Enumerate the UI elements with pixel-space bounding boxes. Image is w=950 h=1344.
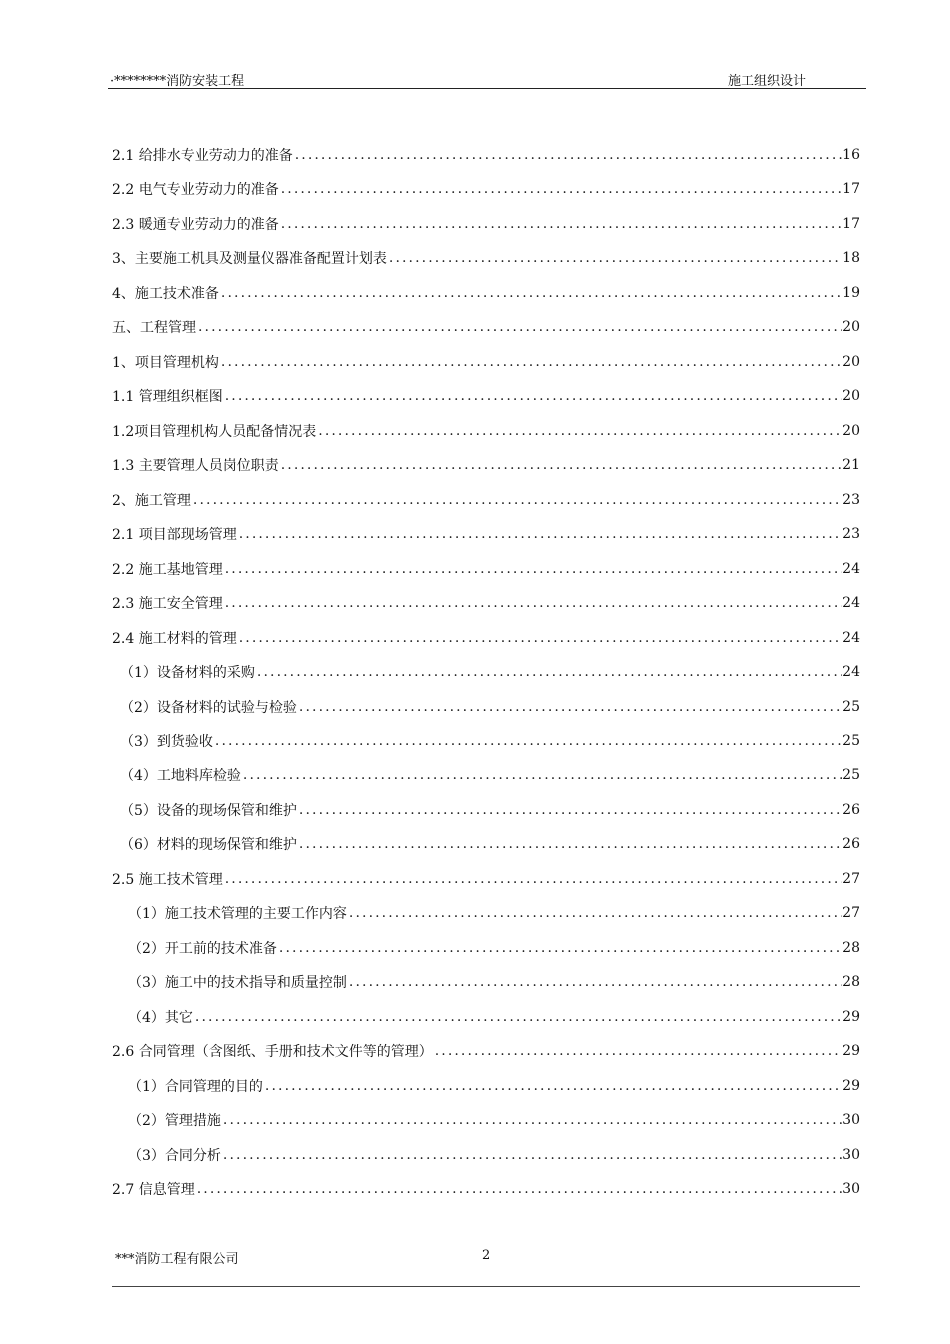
- toc-entry-page-number: 29: [842, 1008, 860, 1025]
- toc-entry-title: 2.6 合同管理（含图纸、手册和技术文件等的管理）: [112, 1044, 433, 1061]
- toc-dot-leader: [213, 733, 842, 749]
- toc-dot-leader: [279, 216, 842, 232]
- toc-entry[interactable]: [112, 241, 860, 275]
- toc-entry-title: 4、施工技术准备: [112, 285, 219, 302]
- toc-dot-leader: [196, 319, 842, 335]
- toc-entry-title: 2.1 项目部现场管理: [112, 527, 237, 544]
- toc-entry[interactable]: [128, 896, 860, 930]
- toc-dot-leader: [193, 1009, 842, 1025]
- toc-entry-page-number: 18: [842, 250, 860, 267]
- toc-entry-page-number: 30: [842, 1112, 860, 1129]
- toc-entry[interactable]: [112, 207, 860, 241]
- toc-entry[interactable]: [112, 172, 860, 206]
- toc-entry-page-number: 24: [842, 560, 860, 577]
- toc-entry-page-number: 17: [842, 181, 860, 198]
- toc-entry-page-number: 29: [842, 1043, 860, 1060]
- toc-dot-leader: [347, 905, 842, 921]
- toc-entry[interactable]: [112, 1172, 860, 1206]
- toc-dot-leader: [433, 1043, 842, 1059]
- footer-company-name: ***消防工程有限公司: [115, 1252, 239, 1267]
- toc-dot-leader: [223, 388, 842, 404]
- toc-entry[interactable]: [112, 586, 860, 620]
- toc-entry[interactable]: [112, 448, 860, 482]
- toc-entry[interactable]: [128, 931, 860, 965]
- toc-dot-leader: [237, 630, 842, 646]
- toc-entry-page-number: 24: [842, 595, 860, 612]
- toc-entry[interactable]: [112, 310, 860, 344]
- toc-entry-title: （2）管理措施: [128, 1113, 221, 1130]
- toc-dot-leader: [347, 974, 842, 990]
- toc-dot-leader: [263, 1078, 842, 1094]
- toc-entry-title: 2.3 施工安全管理: [112, 596, 223, 613]
- toc-entry[interactable]: [112, 276, 860, 310]
- toc-entry-page-number: 27: [842, 905, 860, 922]
- toc-entry-title: （1）设备材料的采购: [120, 665, 255, 682]
- toc-entry-title: （3）合同分析: [128, 1147, 221, 1164]
- toc-dot-leader: [277, 940, 842, 956]
- toc-entry-page-number: 30: [842, 1146, 860, 1163]
- toc-dot-leader: [279, 457, 842, 473]
- toc-entry-page-number: 25: [842, 698, 860, 715]
- toc-entry-page-number: 20: [842, 319, 860, 336]
- toc-entry-title: （4）工地料库检验: [120, 768, 241, 785]
- toc-dot-leader: [297, 836, 842, 852]
- toc-entry[interactable]: [120, 724, 860, 758]
- toc-entry-page-number: 23: [842, 491, 860, 508]
- toc-entry-title: （5）设备的现场保管和维护: [120, 802, 297, 819]
- toc-dot-leader: [221, 1147, 842, 1163]
- toc-entry[interactable]: [128, 1000, 860, 1034]
- toc-dot-leader: [223, 595, 842, 611]
- header-divider: [108, 88, 866, 89]
- toc-entry-title: （3）到货验收: [120, 733, 213, 750]
- toc-dot-leader: [297, 802, 842, 818]
- toc-entry-page-number: 29: [842, 1077, 860, 1094]
- toc-dot-leader: [255, 664, 842, 680]
- toc-entry-title: 2.4 施工材料的管理: [112, 630, 237, 647]
- toc-dot-leader: [387, 250, 842, 266]
- toc-entry-title: 1.1 管理组织框图: [112, 389, 223, 406]
- toc-entry[interactable]: [128, 1103, 860, 1137]
- toc-entry-page-number: 25: [842, 732, 860, 749]
- toc-entry-page-number: 19: [842, 284, 860, 301]
- toc-entry-page-number: 17: [842, 215, 860, 232]
- toc-entry-title: 五、工程管理: [112, 320, 196, 337]
- toc-entry[interactable]: [112, 517, 860, 551]
- toc-entry-page-number: 27: [842, 870, 860, 887]
- toc-entry-title: 1.3 主要管理人员岗位职责: [112, 458, 279, 475]
- toc-entry[interactable]: [112, 414, 860, 448]
- toc-entry-page-number: 16: [842, 147, 860, 163]
- toc-entry-page-number: 26: [842, 836, 860, 853]
- toc-entry-title: 2.3 暖通专业劳动力的准备: [112, 216, 279, 233]
- toc-entry[interactable]: [128, 1138, 860, 1172]
- toc-dot-leader: [297, 699, 842, 715]
- toc-entry-page-number: 25: [842, 767, 860, 784]
- toc-entry-page-number: 23: [842, 526, 860, 543]
- toc-entry-title: 2.1 给排水专业劳动力的准备: [112, 148, 293, 164]
- toc-dot-leader: [219, 285, 842, 301]
- toc-entry[interactable]: [112, 483, 860, 517]
- toc-entry-page-number: 21: [842, 457, 860, 474]
- toc-entry-title: （1）施工技术管理的主要工作内容: [128, 906, 347, 923]
- toc-entry-title: （6）材料的现场保管和维护: [120, 837, 297, 854]
- toc-entry-title: 2、施工管理: [112, 492, 191, 509]
- toc-entry-title: 2.7 信息管理: [112, 1182, 195, 1199]
- toc-dot-leader: [195, 1181, 842, 1197]
- toc-entry-page-number: 28: [842, 974, 860, 991]
- toc-entry-page-number: 24: [842, 664, 860, 681]
- toc-entry-page-number: 26: [842, 801, 860, 818]
- toc-dot-leader: [219, 354, 842, 370]
- toc-dot-leader: [223, 561, 842, 577]
- toc-dot-leader: [191, 492, 842, 508]
- toc-entry[interactable]: [112, 862, 860, 896]
- toc-entry[interactable]: [120, 655, 860, 689]
- toc-dot-leader: [237, 526, 842, 542]
- toc-dot-leader: [293, 147, 842, 163]
- toc-entry-page-number: 30: [842, 1181, 860, 1198]
- header-document-title: 施工组织设计: [728, 74, 807, 89]
- toc-entry-title: （2）设备材料的试验与检验: [120, 699, 297, 716]
- toc-entry[interactable]: [112, 379, 860, 413]
- toc-dot-leader: [221, 1112, 842, 1128]
- toc-entry[interactable]: [112, 345, 860, 379]
- toc-entry-title: 1、项目管理机构: [112, 354, 219, 371]
- footer-divider: [112, 1286, 860, 1287]
- toc-entry[interactable]: [112, 552, 860, 586]
- toc-entry-title: （4）其它: [128, 1009, 193, 1026]
- toc-entry-title: 1.2项目管理机构人员配备情况表: [112, 423, 317, 440]
- toc-entry[interactable]: [128, 965, 860, 999]
- toc-entry[interactable]: [128, 1069, 860, 1103]
- toc-entry-title: 3、主要施工机具及测量仪器准备配置计划表: [112, 251, 387, 268]
- toc-entry[interactable]: [120, 827, 860, 861]
- toc-entry-title: 2.2 电气专业劳动力的准备: [112, 182, 279, 199]
- toc-entry-title: （3）施工中的技术指导和质量控制: [128, 975, 347, 992]
- toc-dot-leader: [223, 871, 842, 887]
- toc-entry[interactable]: [112, 138, 860, 172]
- toc-entry-title: （2）开工前的技术准备: [128, 940, 277, 957]
- toc-dot-leader: [316, 423, 842, 439]
- toc-entry[interactable]: [120, 793, 860, 827]
- toc-entry-title: （1）合同管理的目的: [128, 1078, 263, 1095]
- toc-dot-leader: [241, 767, 842, 783]
- toc-entry-page-number: 28: [842, 939, 860, 956]
- toc-entry-page-number: 20: [842, 422, 860, 439]
- toc-entry[interactable]: [120, 758, 860, 792]
- toc-entry[interactable]: [120, 690, 860, 724]
- toc-entry-page-number: 24: [842, 629, 860, 646]
- toc-entry-page-number: 20: [842, 353, 860, 370]
- toc-entry-title: 2.2 施工基地管理: [112, 561, 223, 578]
- toc-entry[interactable]: [112, 621, 860, 655]
- header-project-name: ·********消防安装工程: [110, 74, 245, 89]
- toc-entry-page-number: 20: [842, 388, 860, 405]
- toc-entry-title: 2.5 施工技术管理: [112, 871, 223, 888]
- toc-dot-leader: [279, 181, 842, 197]
- footer-page-number: 2: [482, 1248, 491, 1263]
- toc-entry[interactable]: [112, 1034, 860, 1068]
